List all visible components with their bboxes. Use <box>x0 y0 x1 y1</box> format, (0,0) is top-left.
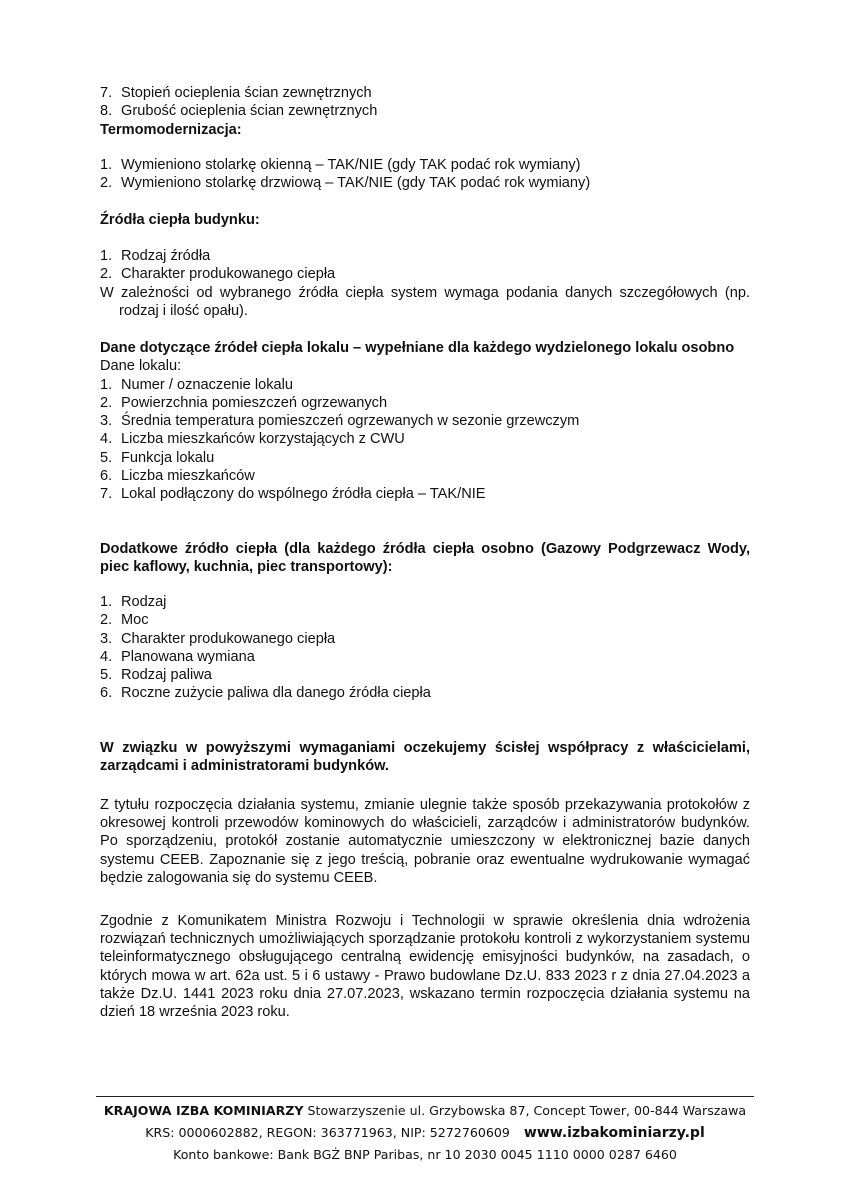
list-item: 1. Numer / oznaczenie lokalu <box>100 376 293 393</box>
list-item: 2. Charakter produkowanego ciepła <box>100 266 336 283</box>
list-item: 8. Grubość ocieplenia ścian zewnętrznych <box>100 103 378 120</box>
list-item: 3. Średnia temperatura pomieszczeń ogrzewanych w sezonie grzewczym <box>100 413 580 430</box>
top-list <box>100 84 750 139</box>
closing-heading-block <box>100 739 750 776</box>
lokal-subheading: Dane lokalu: <box>100 358 182 375</box>
list-item: 1. Rodzaj źródła <box>100 248 211 264</box>
closing-heading: W związku w powyższymi wymaganiami oczekujemy ścisłej współpracy z właścicielami, zarządcami i administratorami budynków. <box>100 740 750 775</box>
list-item: 2. Powierzchnia pomieszczeń ogrzewanych <box>100 394 388 411</box>
zrodla-note: W zależności od wybranego źródła ciepła system wymaga podania danych szczegółowych (np. rodzaj i ilość opału). <box>100 284 750 319</box>
closing-paragraph-1-block <box>100 796 750 887</box>
footer-org-name: KRAJOWA IZBA KOMINIARZY <box>103 1103 304 1118</box>
list-item: 1. Rodzaj <box>100 594 167 610</box>
footer-bank: Konto bankowe: Bank BGŻ BNP Paribas, nr 10 2030 0045 1110 0000 0287 6460 <box>173 1147 677 1162</box>
zrodla-list <box>100 247 750 320</box>
list-item: 6. Roczne zużycie paliwa dla danego źródła ciepła <box>100 685 431 702</box>
closing-paragraph-2-block <box>100 912 750 1021</box>
footer-line-3 <box>96 1147 754 1162</box>
list-item: 2. Wymieniono stolarkę drzwiową – TAK/NIE (gdy TAK podać rok wymiany) <box>100 175 591 192</box>
termo-list <box>100 156 750 193</box>
footer-address: Stowarzyszenie ul. Grzybowska 87, Concept Tower, 00-844 Warszawa <box>307 1103 747 1118</box>
section-heading-lokal: Dane dotyczące źródeł ciepła lokalu – wypełniane dla każdego wydzielonego lokalu osobno <box>100 340 735 356</box>
section-heading-termomodernizacja: Termomodernizacja: <box>100 121 242 138</box>
list-item: 5. Funkcja lokalu <box>100 449 215 466</box>
list-item: 5. Rodzaj paliwa <box>100 667 212 684</box>
footer-line-2 <box>96 1125 754 1141</box>
dodatkowe-list <box>100 593 750 703</box>
list-item: 1. Wymieniono stolarkę okienną – TAK/NIE (gdy TAK podać rok wymiany) <box>100 157 581 173</box>
dodatkowe-heading-block <box>100 540 750 577</box>
list-item: 4. Planowana wymiana <box>100 648 255 665</box>
section-heading-zrodla: Źródła ciepła budynku: <box>100 212 260 228</box>
list-item: 2. Moc <box>100 612 149 629</box>
footer-ids: KRS: 0000602882, REGON: 363771963, NIP: 5272760609 <box>145 1125 510 1140</box>
list-item: 6. Liczba mieszkańców <box>100 468 255 485</box>
lokal-section <box>100 339 750 504</box>
footer-line-1 <box>96 1103 754 1118</box>
footer-divider <box>96 1096 754 1097</box>
closing-paragraph-2: Zgodnie z Komunikatem Ministra Rozwoju i Technologii w sprawie określenia dnia wdrożenia rozwiązań technicznych umożliwiających sporządzanie protokołu kontroli z wykorzystaniem systemu teleinformatycznego obsługującego centralną ewidencję emisyjności budynków, na zasadach, o których mowa w art. 62a ust. 5 i 6 ustawy - Prawo budowlane Dz.U. 833 2023 r z dnia 27.04.2023 a także Dz.U. 1441 2023 roku dnia 27.07.2023, wskazano termin rozpoczęcia działania systemu na dzień 18 września 2023 roku. <box>100 913 750 1021</box>
list-item: 3. Charakter produkowanego ciepła <box>100 630 336 647</box>
footer-website-link[interactable]: www.izbakominiarzy.pl <box>523 1125 705 1141</box>
list-item: 4. Liczba mieszkańców korzystających z CWU <box>100 431 405 448</box>
closing-paragraph-1: Z tytułu rozpoczęcia działania systemu, zmianie ulegnie także sposób przekazywania protokołów z okresowej kontroli przewodów kominowych do właścicieli, zarządców i administratorów budynków. Po sporządzeniu, protokół zostanie automatycznie umieszczony w elektronicznej bazie danych systemu CEEB. Zapoznanie się z jego treścią, pobranie oraz ewentualne wydrukowanie wymagać będzie zalogowania się do systemu CEEB. <box>100 797 750 886</box>
section-heading-dodatkowe: Dodatkowe źródło ciepła (dla każdego źródła ciepła osobno (Gazowy Podgrzewacz Wody, piec kaflowy, kuchnia, piec transportowy): <box>100 541 750 576</box>
list-item: 7. Lokal podłączony do wspólnego źródła ciepła – TAK/NIE <box>100 486 486 503</box>
list-item: 7. Stopień ocieplenia ścian zewnętrznych <box>100 85 372 101</box>
